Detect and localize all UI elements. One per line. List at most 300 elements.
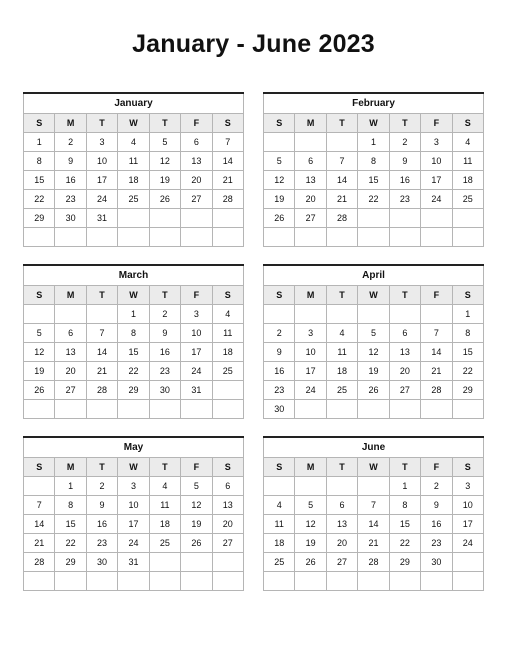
day-cell: 15: [55, 515, 86, 534]
day-cell: [86, 400, 117, 419]
day-cell: 14: [24, 515, 55, 534]
day-cell: [326, 228, 357, 247]
day-cell: 20: [181, 171, 212, 190]
day-cell: 26: [149, 190, 180, 209]
day-cell: 25: [212, 362, 243, 381]
weekday-label: T: [86, 114, 117, 133]
day-cell: 25: [149, 534, 180, 553]
week-row: [264, 496, 484, 515]
week-row: [264, 190, 484, 209]
day-cell: 4: [264, 496, 295, 515]
day-cell: 2: [86, 477, 117, 496]
day-cell: 29: [389, 553, 420, 572]
weekday-label: S: [212, 458, 243, 477]
day-cell: 10: [118, 496, 149, 515]
weekday-label: M: [55, 286, 86, 305]
day-cell: 4: [212, 305, 243, 324]
day-cell: 18: [118, 171, 149, 190]
week-row: [24, 572, 244, 591]
day-cell: [181, 572, 212, 591]
day-cell: 27: [389, 381, 420, 400]
week-row: [24, 133, 244, 152]
day-cell: 4: [149, 477, 180, 496]
weekday-header-row: [24, 286, 244, 305]
weekday-label: T: [149, 286, 180, 305]
day-cell: 2: [149, 305, 180, 324]
day-cell: [149, 209, 180, 228]
week-row: [264, 381, 484, 400]
day-cell: 15: [452, 343, 483, 362]
week-row: [264, 343, 484, 362]
day-cell: [264, 133, 295, 152]
day-cell: [181, 209, 212, 228]
weekday-label: T: [326, 458, 357, 477]
day-cell: 13: [55, 343, 86, 362]
day-cell: 12: [181, 496, 212, 515]
day-cell: 1: [452, 305, 483, 324]
day-cell: 9: [421, 496, 452, 515]
day-cell: 4: [326, 324, 357, 343]
day-cell: [421, 228, 452, 247]
weekday-label: W: [358, 286, 389, 305]
day-cell: [326, 400, 357, 419]
month-june: [263, 436, 484, 591]
day-cell: 11: [212, 324, 243, 343]
month-title: January: [23, 94, 244, 113]
day-cell: 10: [452, 496, 483, 515]
day-cell: 8: [55, 496, 86, 515]
day-cell: 2: [421, 477, 452, 496]
day-cell: 19: [149, 171, 180, 190]
week-row: [24, 305, 244, 324]
day-cell: 22: [452, 362, 483, 381]
day-cell: 18: [452, 171, 483, 190]
day-cell: 23: [149, 362, 180, 381]
day-cell: [452, 228, 483, 247]
day-cell: 10: [421, 152, 452, 171]
day-cell: 13: [326, 515, 357, 534]
day-cell: 22: [55, 534, 86, 553]
day-cell: 16: [421, 515, 452, 534]
day-cell: [212, 572, 243, 591]
day-cell: 15: [389, 515, 420, 534]
weekday-label: S: [452, 114, 483, 133]
week-row: [24, 209, 244, 228]
day-cell: 20: [389, 362, 420, 381]
weekday-label: S: [24, 458, 55, 477]
weekday-label: F: [181, 114, 212, 133]
day-cell: 30: [55, 209, 86, 228]
day-cell: [421, 209, 452, 228]
day-cell: 25: [118, 190, 149, 209]
day-cell: [421, 305, 452, 324]
day-cell: 14: [212, 152, 243, 171]
day-cell: 25: [452, 190, 483, 209]
day-cell: [24, 477, 55, 496]
day-cell: [118, 572, 149, 591]
day-cell: 31: [86, 209, 117, 228]
day-cell: 30: [86, 553, 117, 572]
day-cell: [452, 400, 483, 419]
day-cell: 5: [24, 324, 55, 343]
weekday-label: S: [24, 286, 55, 305]
week-row: [264, 572, 484, 591]
day-cell: 9: [389, 152, 420, 171]
day-cell: 19: [264, 190, 295, 209]
day-cell: [264, 305, 295, 324]
day-cell: 27: [181, 190, 212, 209]
day-cell: 7: [421, 324, 452, 343]
day-cell: [326, 133, 357, 152]
day-cell: [358, 400, 389, 419]
day-cell: 5: [358, 324, 389, 343]
day-cell: [358, 209, 389, 228]
day-cell: 7: [358, 496, 389, 515]
day-cell: 3: [421, 133, 452, 152]
day-cell: 29: [55, 553, 86, 572]
day-cell: 20: [55, 362, 86, 381]
day-cell: 9: [86, 496, 117, 515]
day-cell: 11: [118, 152, 149, 171]
week-row: [24, 381, 244, 400]
month-february: [263, 92, 484, 247]
day-cell: [358, 228, 389, 247]
day-cell: 22: [358, 190, 389, 209]
day-cell: 18: [149, 515, 180, 534]
day-cell: 6: [326, 496, 357, 515]
day-cell: 24: [86, 190, 117, 209]
weekday-label: S: [264, 114, 295, 133]
week-row: [24, 362, 244, 381]
month-may: [23, 436, 244, 591]
day-cell: 7: [24, 496, 55, 515]
day-cell: 19: [181, 515, 212, 534]
day-cell: [389, 228, 420, 247]
week-row: [24, 400, 244, 419]
day-cell: 3: [452, 477, 483, 496]
week-row: [24, 228, 244, 247]
day-cell: [389, 400, 420, 419]
weekday-header-row: [264, 286, 484, 305]
day-cell: 24: [181, 362, 212, 381]
day-cell: 8: [118, 324, 149, 343]
weekday-label: S: [264, 286, 295, 305]
day-cell: [452, 209, 483, 228]
day-cell: [326, 477, 357, 496]
day-cell: 21: [212, 171, 243, 190]
day-cell: [149, 228, 180, 247]
day-cell: 7: [86, 324, 117, 343]
weekday-label: M: [55, 458, 86, 477]
day-cell: 26: [264, 209, 295, 228]
week-row: [264, 152, 484, 171]
weekday-label: F: [181, 286, 212, 305]
day-cell: [181, 400, 212, 419]
weekday-label: S: [24, 114, 55, 133]
week-row: [24, 553, 244, 572]
weekday-label: W: [118, 114, 149, 133]
day-cell: 16: [55, 171, 86, 190]
weekday-label: M: [295, 458, 326, 477]
day-cell: [149, 553, 180, 572]
day-cell: [264, 228, 295, 247]
day-cell: 3: [181, 305, 212, 324]
weekday-label: T: [86, 458, 117, 477]
month-table: [23, 457, 244, 591]
month-table: [263, 113, 484, 247]
day-cell: 23: [421, 534, 452, 553]
week-row: [264, 171, 484, 190]
day-cell: 22: [118, 362, 149, 381]
day-cell: [212, 553, 243, 572]
day-cell: 12: [358, 343, 389, 362]
day-cell: [24, 305, 55, 324]
month-table: [263, 285, 484, 419]
day-cell: [212, 209, 243, 228]
day-cell: 21: [421, 362, 452, 381]
day-cell: 6: [389, 324, 420, 343]
weekday-header-row: [24, 114, 244, 133]
day-cell: 22: [24, 190, 55, 209]
day-cell: 10: [295, 343, 326, 362]
day-cell: 17: [295, 362, 326, 381]
weekday-label: S: [452, 458, 483, 477]
week-row: [24, 515, 244, 534]
day-cell: 19: [295, 534, 326, 553]
day-cell: 23: [389, 190, 420, 209]
day-cell: 6: [295, 152, 326, 171]
weekday-label: S: [452, 286, 483, 305]
day-cell: 1: [389, 477, 420, 496]
day-cell: [358, 305, 389, 324]
day-cell: 28: [326, 209, 357, 228]
day-cell: 24: [452, 534, 483, 553]
day-cell: 14: [326, 171, 357, 190]
weekday-label: T: [86, 286, 117, 305]
day-cell: 31: [118, 553, 149, 572]
day-cell: [24, 400, 55, 419]
day-cell: 17: [421, 171, 452, 190]
day-cell: 16: [389, 171, 420, 190]
day-cell: [149, 400, 180, 419]
day-cell: 17: [86, 171, 117, 190]
day-cell: 11: [452, 152, 483, 171]
weekday-label: T: [149, 114, 180, 133]
week-row: [24, 477, 244, 496]
day-cell: 25: [264, 553, 295, 572]
day-cell: 29: [118, 381, 149, 400]
day-cell: 28: [212, 190, 243, 209]
weekday-label: F: [421, 286, 452, 305]
day-cell: 8: [452, 324, 483, 343]
weekday-label: S: [212, 114, 243, 133]
weekday-label: T: [326, 286, 357, 305]
day-cell: 14: [358, 515, 389, 534]
day-cell: 28: [421, 381, 452, 400]
day-cell: 29: [24, 209, 55, 228]
day-cell: [389, 305, 420, 324]
weekday-header-row: [264, 114, 484, 133]
day-cell: 14: [86, 343, 117, 362]
day-cell: 3: [86, 133, 117, 152]
day-cell: [326, 572, 357, 591]
day-cell: [452, 572, 483, 591]
day-cell: 26: [24, 381, 55, 400]
day-cell: 12: [295, 515, 326, 534]
day-cell: 2: [55, 133, 86, 152]
week-row: [264, 477, 484, 496]
day-cell: 10: [181, 324, 212, 343]
day-cell: 26: [358, 381, 389, 400]
month-title: March: [23, 266, 244, 285]
week-row: [24, 324, 244, 343]
month-title: February: [263, 94, 484, 113]
day-cell: 18: [264, 534, 295, 553]
day-cell: 5: [181, 477, 212, 496]
day-cell: 17: [452, 515, 483, 534]
day-cell: [389, 209, 420, 228]
day-cell: 21: [358, 534, 389, 553]
month-table: [23, 285, 244, 419]
weekday-label: M: [55, 114, 86, 133]
week-row: [24, 496, 244, 515]
day-cell: [86, 305, 117, 324]
day-cell: 5: [264, 152, 295, 171]
day-cell: 16: [149, 343, 180, 362]
weekday-label: T: [389, 286, 420, 305]
day-cell: [181, 553, 212, 572]
week-row: [264, 534, 484, 553]
day-cell: 9: [264, 343, 295, 362]
day-cell: [149, 572, 180, 591]
day-cell: 11: [149, 496, 180, 515]
day-cell: [212, 228, 243, 247]
month-title: May: [23, 438, 244, 457]
weekday-label: W: [358, 114, 389, 133]
day-cell: 28: [86, 381, 117, 400]
day-cell: 1: [118, 305, 149, 324]
day-cell: 20: [212, 515, 243, 534]
day-cell: [295, 400, 326, 419]
weekday-label: T: [389, 114, 420, 133]
day-cell: 4: [118, 133, 149, 152]
day-cell: 7: [326, 152, 357, 171]
day-cell: 26: [295, 553, 326, 572]
day-cell: 30: [264, 400, 295, 419]
weekday-label: F: [181, 458, 212, 477]
day-cell: 27: [295, 209, 326, 228]
week-row: [24, 343, 244, 362]
day-cell: [358, 477, 389, 496]
day-cell: [181, 228, 212, 247]
day-cell: 23: [55, 190, 86, 209]
day-cell: 6: [55, 324, 86, 343]
day-cell: [389, 572, 420, 591]
week-row: [264, 553, 484, 572]
day-cell: 15: [358, 171, 389, 190]
weekday-header-row: [264, 458, 484, 477]
day-cell: 8: [24, 152, 55, 171]
day-cell: 6: [212, 477, 243, 496]
day-cell: 28: [358, 553, 389, 572]
day-cell: 7: [212, 133, 243, 152]
day-cell: 4: [452, 133, 483, 152]
week-row: [264, 515, 484, 534]
week-row: [264, 133, 484, 152]
weekday-header-row: [24, 458, 244, 477]
day-cell: 2: [389, 133, 420, 152]
day-cell: 6: [181, 133, 212, 152]
day-cell: [55, 228, 86, 247]
day-cell: 30: [421, 553, 452, 572]
day-cell: 1: [24, 133, 55, 152]
day-cell: 9: [55, 152, 86, 171]
day-cell: 15: [118, 343, 149, 362]
weekday-label: M: [295, 286, 326, 305]
day-cell: 26: [181, 534, 212, 553]
month-table: [263, 457, 484, 591]
day-cell: 21: [24, 534, 55, 553]
weekday-label: S: [212, 286, 243, 305]
day-cell: 18: [326, 362, 357, 381]
day-cell: 27: [326, 553, 357, 572]
day-cell: 17: [181, 343, 212, 362]
day-cell: 1: [55, 477, 86, 496]
page-title: January - June 2023: [132, 30, 375, 58]
day-cell: 15: [24, 171, 55, 190]
day-cell: 23: [86, 534, 117, 553]
weekday-label: W: [118, 286, 149, 305]
day-cell: 8: [358, 152, 389, 171]
day-cell: [295, 133, 326, 152]
day-cell: [358, 572, 389, 591]
day-cell: 3: [118, 477, 149, 496]
day-cell: [118, 400, 149, 419]
day-cell: [264, 572, 295, 591]
week-row: [24, 152, 244, 171]
week-row: [264, 362, 484, 381]
month-table: [23, 113, 244, 247]
day-cell: 5: [295, 496, 326, 515]
month-january: [23, 92, 244, 247]
weekday-label: T: [326, 114, 357, 133]
day-cell: [86, 572, 117, 591]
month-title: April: [263, 266, 484, 285]
day-cell: [118, 228, 149, 247]
day-cell: 3: [295, 324, 326, 343]
day-cell: 24: [118, 534, 149, 553]
day-cell: 21: [326, 190, 357, 209]
day-cell: 11: [326, 343, 357, 362]
day-cell: 22: [389, 534, 420, 553]
day-cell: 28: [24, 553, 55, 572]
month-april: [263, 264, 484, 419]
day-cell: [295, 305, 326, 324]
day-cell: [452, 553, 483, 572]
week-row: [264, 228, 484, 247]
day-cell: [295, 228, 326, 247]
day-cell: 25: [326, 381, 357, 400]
day-cell: 9: [149, 324, 180, 343]
day-cell: 19: [24, 362, 55, 381]
day-cell: 13: [212, 496, 243, 515]
day-cell: 14: [421, 343, 452, 362]
day-cell: 8: [389, 496, 420, 515]
day-cell: 16: [86, 515, 117, 534]
day-cell: 5: [149, 133, 180, 152]
month-march: [23, 264, 244, 419]
day-cell: [118, 209, 149, 228]
